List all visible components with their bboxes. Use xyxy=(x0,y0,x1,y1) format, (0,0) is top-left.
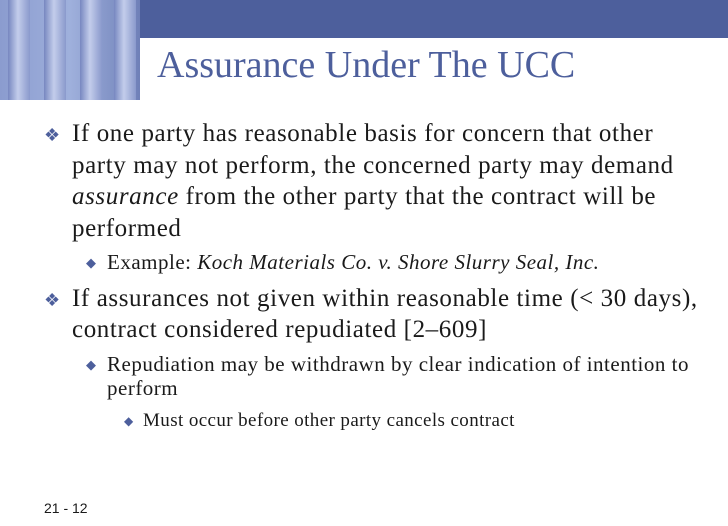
example-label: Example: xyxy=(107,250,198,274)
sub-bullet-text: Repudiation may be withdrawn by clear indication of intention to perform xyxy=(107,351,689,400)
bullet-text: If assurances not given within reasonable time (< 30 days), contract considered repudiated [2–609] xyxy=(72,284,698,343)
bullet-item xyxy=(44,283,714,346)
small-diamond-icon: ◆ xyxy=(86,356,97,372)
diamond-cluster-icon: ❖ xyxy=(44,289,61,310)
sub-sub-bullet-item xyxy=(44,409,714,433)
case-name: Koch Materials Co. v. Shore Slurry Seal, Inc. xyxy=(197,250,600,274)
emphasis-text: assurance xyxy=(72,183,179,210)
small-diamond-icon: ◆ xyxy=(86,255,97,270)
slide-number: 21 - 12 xyxy=(44,500,88,516)
slide-title: Assurance Under The UCC xyxy=(157,44,576,86)
diamond-cluster-icon: ❖ xyxy=(44,125,61,145)
bullet-item xyxy=(44,118,714,244)
sub-sub-bullet-text: Must occur before other party cancels contract xyxy=(143,409,515,431)
bullet-text: If one party has reasonable basis for concern that other party may not perform, the concerned party may demand xyxy=(72,120,674,179)
bullet-text-end: from the other party that the contract will be performed xyxy=(72,183,657,242)
slide-body xyxy=(44,118,714,441)
sub-bullet-item xyxy=(44,250,714,275)
small-diamond-icon: ◆ xyxy=(124,413,134,428)
sub-bullet-item xyxy=(44,352,714,401)
columns-image xyxy=(0,0,140,100)
